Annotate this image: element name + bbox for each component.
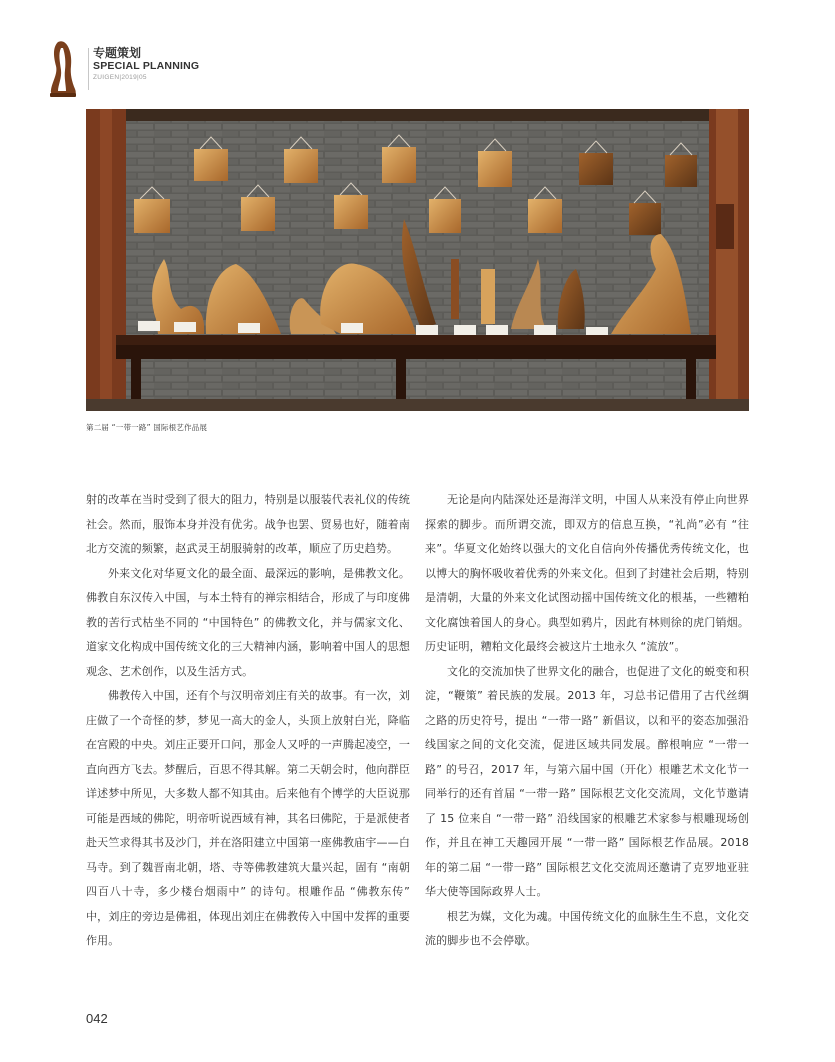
issue-label: ZUIGEN|2019|05 — [93, 74, 147, 81]
exhibition-photo-illustration — [86, 109, 749, 411]
header-text — [93, 46, 313, 82]
header-divider — [88, 48, 89, 90]
paragraph: 射的改革在当时受到了很大的阻力，特别是以服装代表礼仪的传统社会。然而，服饰本身并没有优劣。战争也罢、贸易也好，随着南北方交流的频繁，赵武灵王胡服骑射的改革，顺应了历史趋势。 — [86, 493, 410, 555]
paragraph: 文化的交流加快了世界文化的融合，也促进了文化的蜕变和积淀，“鞭策” 着民族的发展。2013 年，习总书记借用了古代丝绸之路的历史符号，提出 “一带一路” 新倡议，以和平的姿态加强沿线国家之间的文化交流，促进区域共同发展。醉根响应 “一带一路” 的号召，2017 年，与第六届中国（开化）根雕艺术文化节一同举行的还有首届 “一带一路” 国际根艺文化交流周，文化节邀请了 15 位来自 “一带一路” 沿线国家的根雕艺术家参与根雕现场创作，并且在神工天趣园开展 “一带一路” 国际根艺作品展。2018 年的第二届 “一带一路” 国际根艺文化交流周还邀请了克罗地亚驻华大使等国际政界人士。 — [425, 664, 749, 898]
paragraph: 外来文化对华夏文化的最全面、最深远的影响，是佛教文化。佛教自东汉传入中国，与本土特有的禅宗相结合，形成了与印度佛教的苦行式枯坐不同的 “中国特色” 的佛教文化，并与儒家文化、道家文化构成中国传统文化的三大精神内涵，影响着中国人的思想观念、艺术创作，以及生活方式。 — [86, 566, 410, 678]
section-title-cn: 专题策划 — [93, 46, 142, 60]
section-title-en: SPECIAL PLANNING — [93, 60, 200, 72]
root-carving-logo-icon — [48, 40, 78, 98]
paragraph: 根艺为媒，文化为魂。中国传统文化的血脉生生不息，文化交流的脚步也不会停歇。 — [425, 909, 749, 947]
paragraph: 佛教传入中国，还有个与汉明帝刘庄有关的故事。有一次，刘庄做了一个奇怪的梦，梦见一高大的金人，头顶上放射白光，降临在宫殿的中央。刘庄正要开口问，那金人又呼的一声腾起凌空，一直向西方飞去。梦醒后，百思不得其解。第二天朝会时，他向群臣详述梦中所见，大多数人都不知其由。后来他有个博学的大臣说那可能是西域的佛陀，明帝听说西域有神，其名曰佛陀，于是派使者赴天竺求得其书及沙门，并在洛阳建立中国第一座佛教庙宇——白马寺。到了魏晋南北朝，塔、寺等佛教建筑大量兴起，固有 “南朝四百八十寺，多少楼台烟雨中” 的诗句。根雕作品 “佛教东传” 中，刘庄的旁边是佛祖，体现出刘庄在佛教传入中国中发挥的重要作用。 — [86, 689, 410, 947]
article-column-left — [86, 488, 410, 954]
paragraph: 无论是向内陆深处还是海洋文明，中国人从来没有停止向世界探索的脚步。而所谓交流，即双方的信息互换，“礼尚”必有 “往来”。华夏文化始终以强大的文化自信向外传播优秀传统文化，也以博大的胸怀吸收着优秀的外来文化。但到了封建社会后期，特别是清朝，大量的外来文化试图动摇中国传统文化的根基，一些糟粕文化腐蚀着国人的身心。典型如鸦片，因此有林则徐的虎门销烟。历史证明，糟粕文化最终会被这片土地永久 “流放”。 — [425, 493, 749, 653]
photo-caption: 第二届 “一带一路” 国际根艺作品展 — [86, 423, 208, 432]
exhibition-photo — [86, 109, 749, 411]
article-column-right — [425, 488, 749, 954]
page-number: 042 — [86, 1011, 108, 1026]
